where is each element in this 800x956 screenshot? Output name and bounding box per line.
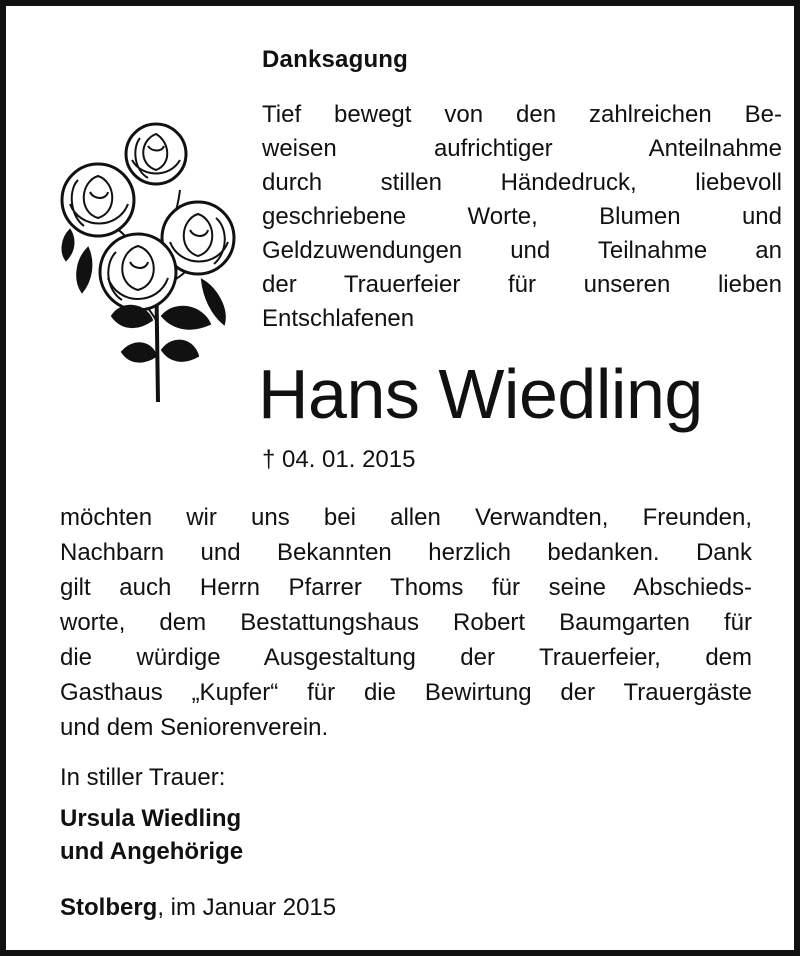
place-date: , im Januar 2015 [157, 894, 337, 921]
thanks-line: gilt auch Herrn Pfarrer Thoms für seine Abschieds- [60, 574, 752, 601]
intro-line: Entschlafenen [262, 305, 415, 332]
place-name: Stolberg [60, 894, 158, 921]
intro-line: der Trauerfeier für unseren lieben [262, 271, 782, 298]
thanks-line: und dem Seniorenverein. [60, 714, 329, 741]
thanks-line: möchten wir uns bei allen Verwandten, Freunden, [60, 504, 752, 531]
roses-illustration-icon [52, 120, 242, 402]
death-date: † 04. 01. 2015 [262, 446, 416, 473]
thanks-paragraph [60, 500, 752, 745]
signers [60, 802, 243, 868]
mourning-phrase: In stiller Trauer: [60, 764, 226, 791]
intro-line: weisen aufrichtiger Anteilnahme [262, 135, 782, 162]
intro-line: Geldzuwendungen und Teilnahme an [262, 237, 782, 264]
deceased-name: Hans Wiedling [258, 355, 703, 433]
intro-line: geschriebene Worte, Blumen und [262, 203, 782, 230]
thanks-line: worte, dem Bestattungshaus Robert Baumgarten für [60, 609, 752, 636]
place-and-date [60, 894, 336, 922]
thanks-line: die würdige Ausgestaltung der Trauerfeier, dem [60, 644, 752, 671]
thanks-line: Gasthaus „Kupfer“ für die Bewirtung der Trauergäste [60, 679, 752, 706]
intro-line: durch stillen Händedruck, liebevoll [262, 169, 782, 196]
intro-paragraph [262, 98, 782, 336]
notice-title: Danksagung [262, 46, 409, 73]
signer-name: Ursula Wiedling [60, 805, 242, 832]
signer-relatives: und Angehörige [60, 838, 244, 865]
intro-line: Tief bewegt von den zahlreichen Be- [262, 101, 782, 128]
thanks-line: Nachbarn und Bekannten herzlich bedanken. Dank [60, 539, 752, 566]
